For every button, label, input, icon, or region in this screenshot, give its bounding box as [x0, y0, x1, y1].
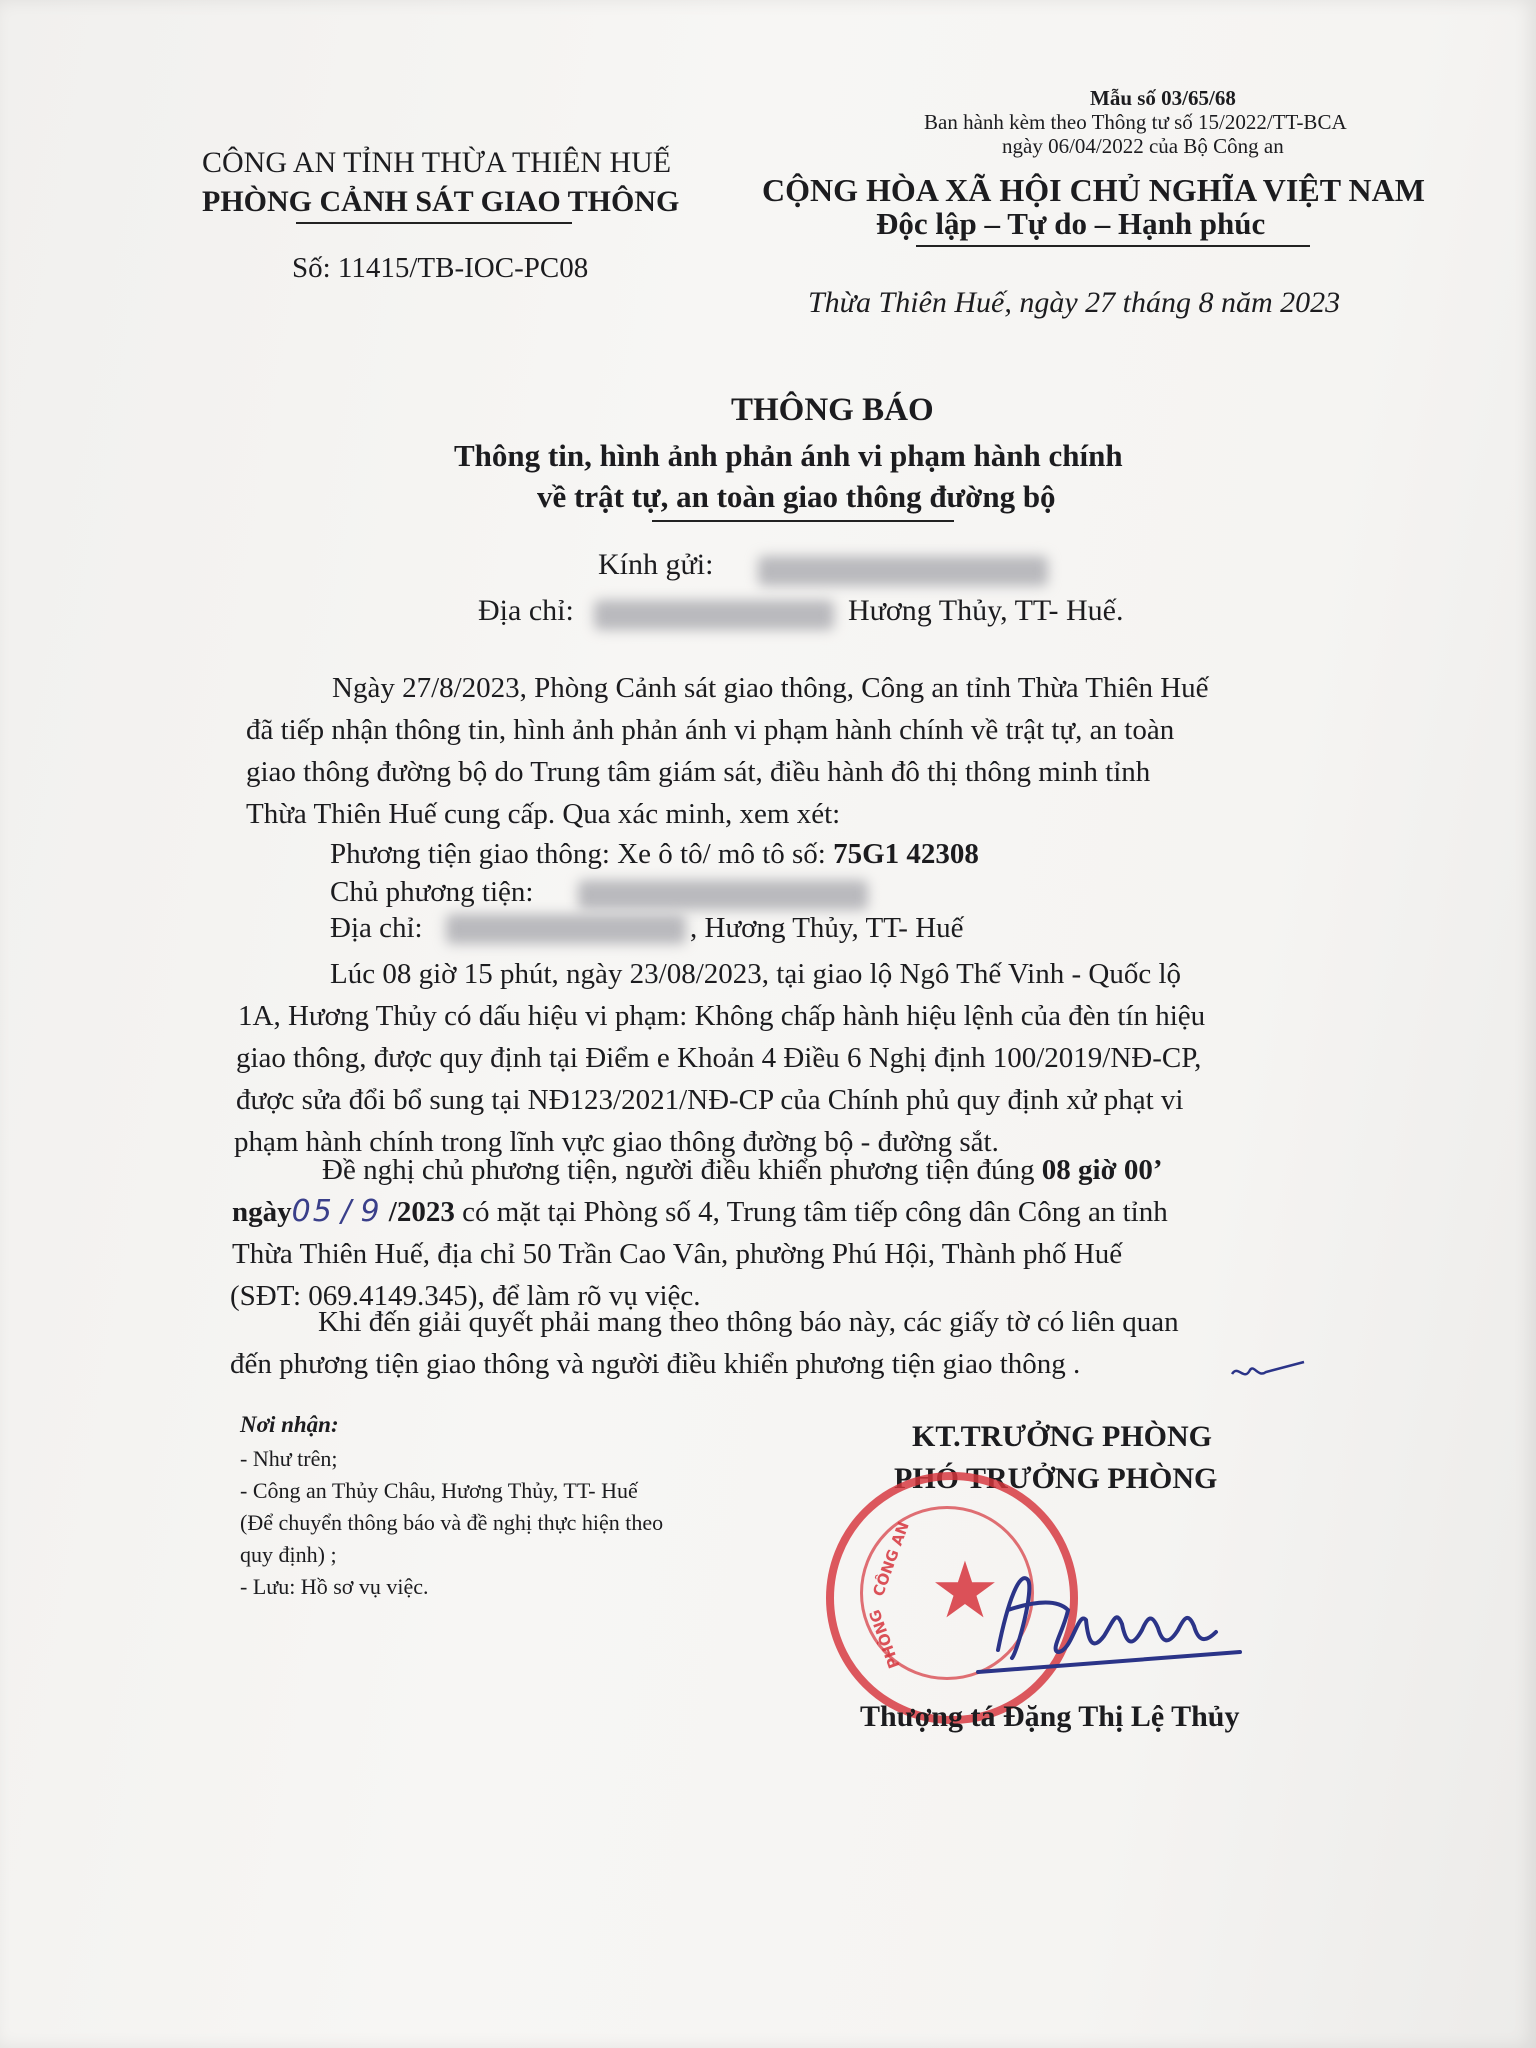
- document-number: Số: 11415/TB-IOC-PC08: [292, 252, 589, 284]
- signer-role-2: PHÓ TRƯỞNG PHÒNG: [894, 1462, 1218, 1495]
- para1-line1: Ngày 27/8/2023, Phòng Cảnh sát giao thông, Công an tỉnh Thừa Thiên Huế: [332, 672, 1209, 704]
- recipient-item: - Lưu: Hồ sơ vụ việc.: [240, 1574, 429, 1599]
- vehicle-line: [330, 834, 979, 874]
- agency-parent: CÔNG AN TỈNH THỪA THIÊN HUẾ: [202, 146, 672, 179]
- seal-ring-text-2: PHÒNG: [865, 1607, 904, 1671]
- signer-role-1: KT.TRƯỞNG PHÒNG: [912, 1420, 1212, 1453]
- appointment-location: có mặt tại Phòng số 4, Trung tâm tiếp công dân Công an tỉnh: [462, 1196, 1168, 1228]
- redacted-recipient-address: [594, 600, 834, 630]
- para1-line3: giao thông đường bộ do Trung tâm giám sát, điều hành đô thị thông minh tỉnh: [246, 756, 1151, 788]
- notice-title: THÔNG BÁO: [731, 392, 934, 428]
- recipients-heading: Nơi nhận:: [240, 1412, 339, 1437]
- seal-star-icon: ★: [930, 1546, 1000, 1636]
- para2-line4: được sửa đổi bổ sung tại NĐ123/2021/NĐ-CP của Chính phủ quy định xử phạt vi: [236, 1084, 1184, 1116]
- recipient-address-label: Địa chỉ:: [478, 594, 574, 627]
- country-name: CỘNG HÒA XÃ HỘI CHỦ NGHĨA VIỆT NAM: [762, 172, 1425, 208]
- owner-address-label: Địa chỉ:: [330, 912, 423, 944]
- national-slogan: Độc lập – Tự do – Hạnh phúc: [876, 206, 1266, 241]
- handwritten-month: 9: [360, 1194, 382, 1229]
- form-issued-line2: ngày 06/04/2022 của Bộ Công an: [1002, 134, 1284, 158]
- recipient-item: - Như trên;: [240, 1446, 338, 1471]
- para3-line1: [322, 1150, 1163, 1190]
- handwritten-signature: [968, 1540, 1258, 1690]
- agency-underline: [296, 222, 572, 224]
- redacted-owner-name: [578, 880, 868, 910]
- para4-line2: đến phương tiện giao thông và người điều khiển phương tiện giao thông .: [230, 1348, 1081, 1380]
- appointment-time: 08 giờ 00’: [1041, 1154, 1163, 1186]
- title-underline: [652, 520, 954, 522]
- para2-line3: giao thông, được quy định tại Điểm e Khoản 4 Điều 6 Nghị định 100/2019/NĐ-CP,: [236, 1042, 1202, 1074]
- place-date: Thừa Thiên Huế, ngày 27 tháng 8 năm 2023: [808, 286, 1341, 319]
- para4-line1: Khi đến giải quyết phải mang theo thông báo này, các giấy tờ có liên quan: [318, 1306, 1179, 1338]
- slogan-underline: [916, 245, 1310, 247]
- recipient-label: Kính gửi:: [598, 548, 714, 581]
- recipient-item: - Công an Thủy Châu, Hương Thủy, TT- Huế: [240, 1478, 638, 1503]
- form-number: Mẫu số 03/65/68: [1090, 86, 1236, 110]
- handwritten-separator: /: [341, 1194, 354, 1229]
- para3-line3: Thừa Thiên Huế, địa chỉ 50 Trần Cao Vân, phường Phú Hội, Thành phố Huế: [232, 1238, 1123, 1270]
- para3-line4: (SĐT: 069.4149.345), để làm rõ vụ việc.: [230, 1280, 701, 1312]
- appointment-year: /2023: [388, 1196, 455, 1228]
- vehicle-label: Phương tiện giao thông: Xe ô tô/ mô tô số:: [330, 838, 826, 870]
- vehicle-plate: 75G1 42308: [833, 838, 979, 870]
- notice-subtitle-line2: về trật tự, an toàn giao thông đường bộ: [537, 479, 1056, 514]
- signer-name: Thượng tá Đặng Thị Lệ Thủy: [860, 1700, 1240, 1733]
- para2-line1: Lúc 08 giờ 15 phút, ngày 23/08/2023, tại giao lộ Ngô Thế Vinh - Quốc lộ: [330, 958, 1182, 990]
- appointment-day-label: ngày: [232, 1196, 292, 1228]
- para3-line2: [232, 1192, 1168, 1232]
- notice-subtitle-line1: Thông tin, hình ảnh phản ánh vi phạm hành chính: [454, 438, 1123, 473]
- para1-line2: đã tiếp nhận thông tin, hình ảnh phản ánh vi phạm hành chính về trật tự, an toàn: [246, 714, 1175, 746]
- owner-address-visible: , Hương Thủy, TT- Huế: [690, 912, 964, 944]
- para3-text: Đề nghị chủ phương tiện, người điều khiển phương tiện đúng: [322, 1154, 1035, 1186]
- form-issued-line1: Ban hành kèm theo Thông tư số 15/2022/TT-BCA: [924, 110, 1347, 134]
- handwritten-day: 05: [291, 1194, 334, 1229]
- owner-label: Chủ phương tiện:: [330, 876, 534, 908]
- para2-line2: 1A, Hương Thủy có dấu hiệu vi phạm: Không chấp hành hiệu lệnh của đèn tín hiệu: [238, 1000, 1206, 1032]
- redacted-owner-address: [446, 914, 686, 944]
- redacted-recipient-name: [758, 556, 1048, 586]
- para2-line5: phạm hành chính trong lĩnh vực giao thông đường bộ - đường sắt.: [234, 1126, 999, 1158]
- para1-line4: Thừa Thiên Huế cung cấp. Qua xác minh, xem xét:: [246, 798, 841, 830]
- agency-name: PHÒNG CẢNH SÁT GIAO THÔNG: [202, 185, 680, 218]
- recipient-item: quy định) ;: [240, 1542, 337, 1567]
- recipient-item: (Để chuyển thông báo và đề nghị thực hiện theo: [240, 1510, 664, 1535]
- initials-mark: [1228, 1356, 1308, 1386]
- recipient-address-visible: Hương Thủy, TT- Huế.: [848, 594, 1124, 627]
- seal-ring-text-1: CÔNG AN: [869, 1519, 913, 1599]
